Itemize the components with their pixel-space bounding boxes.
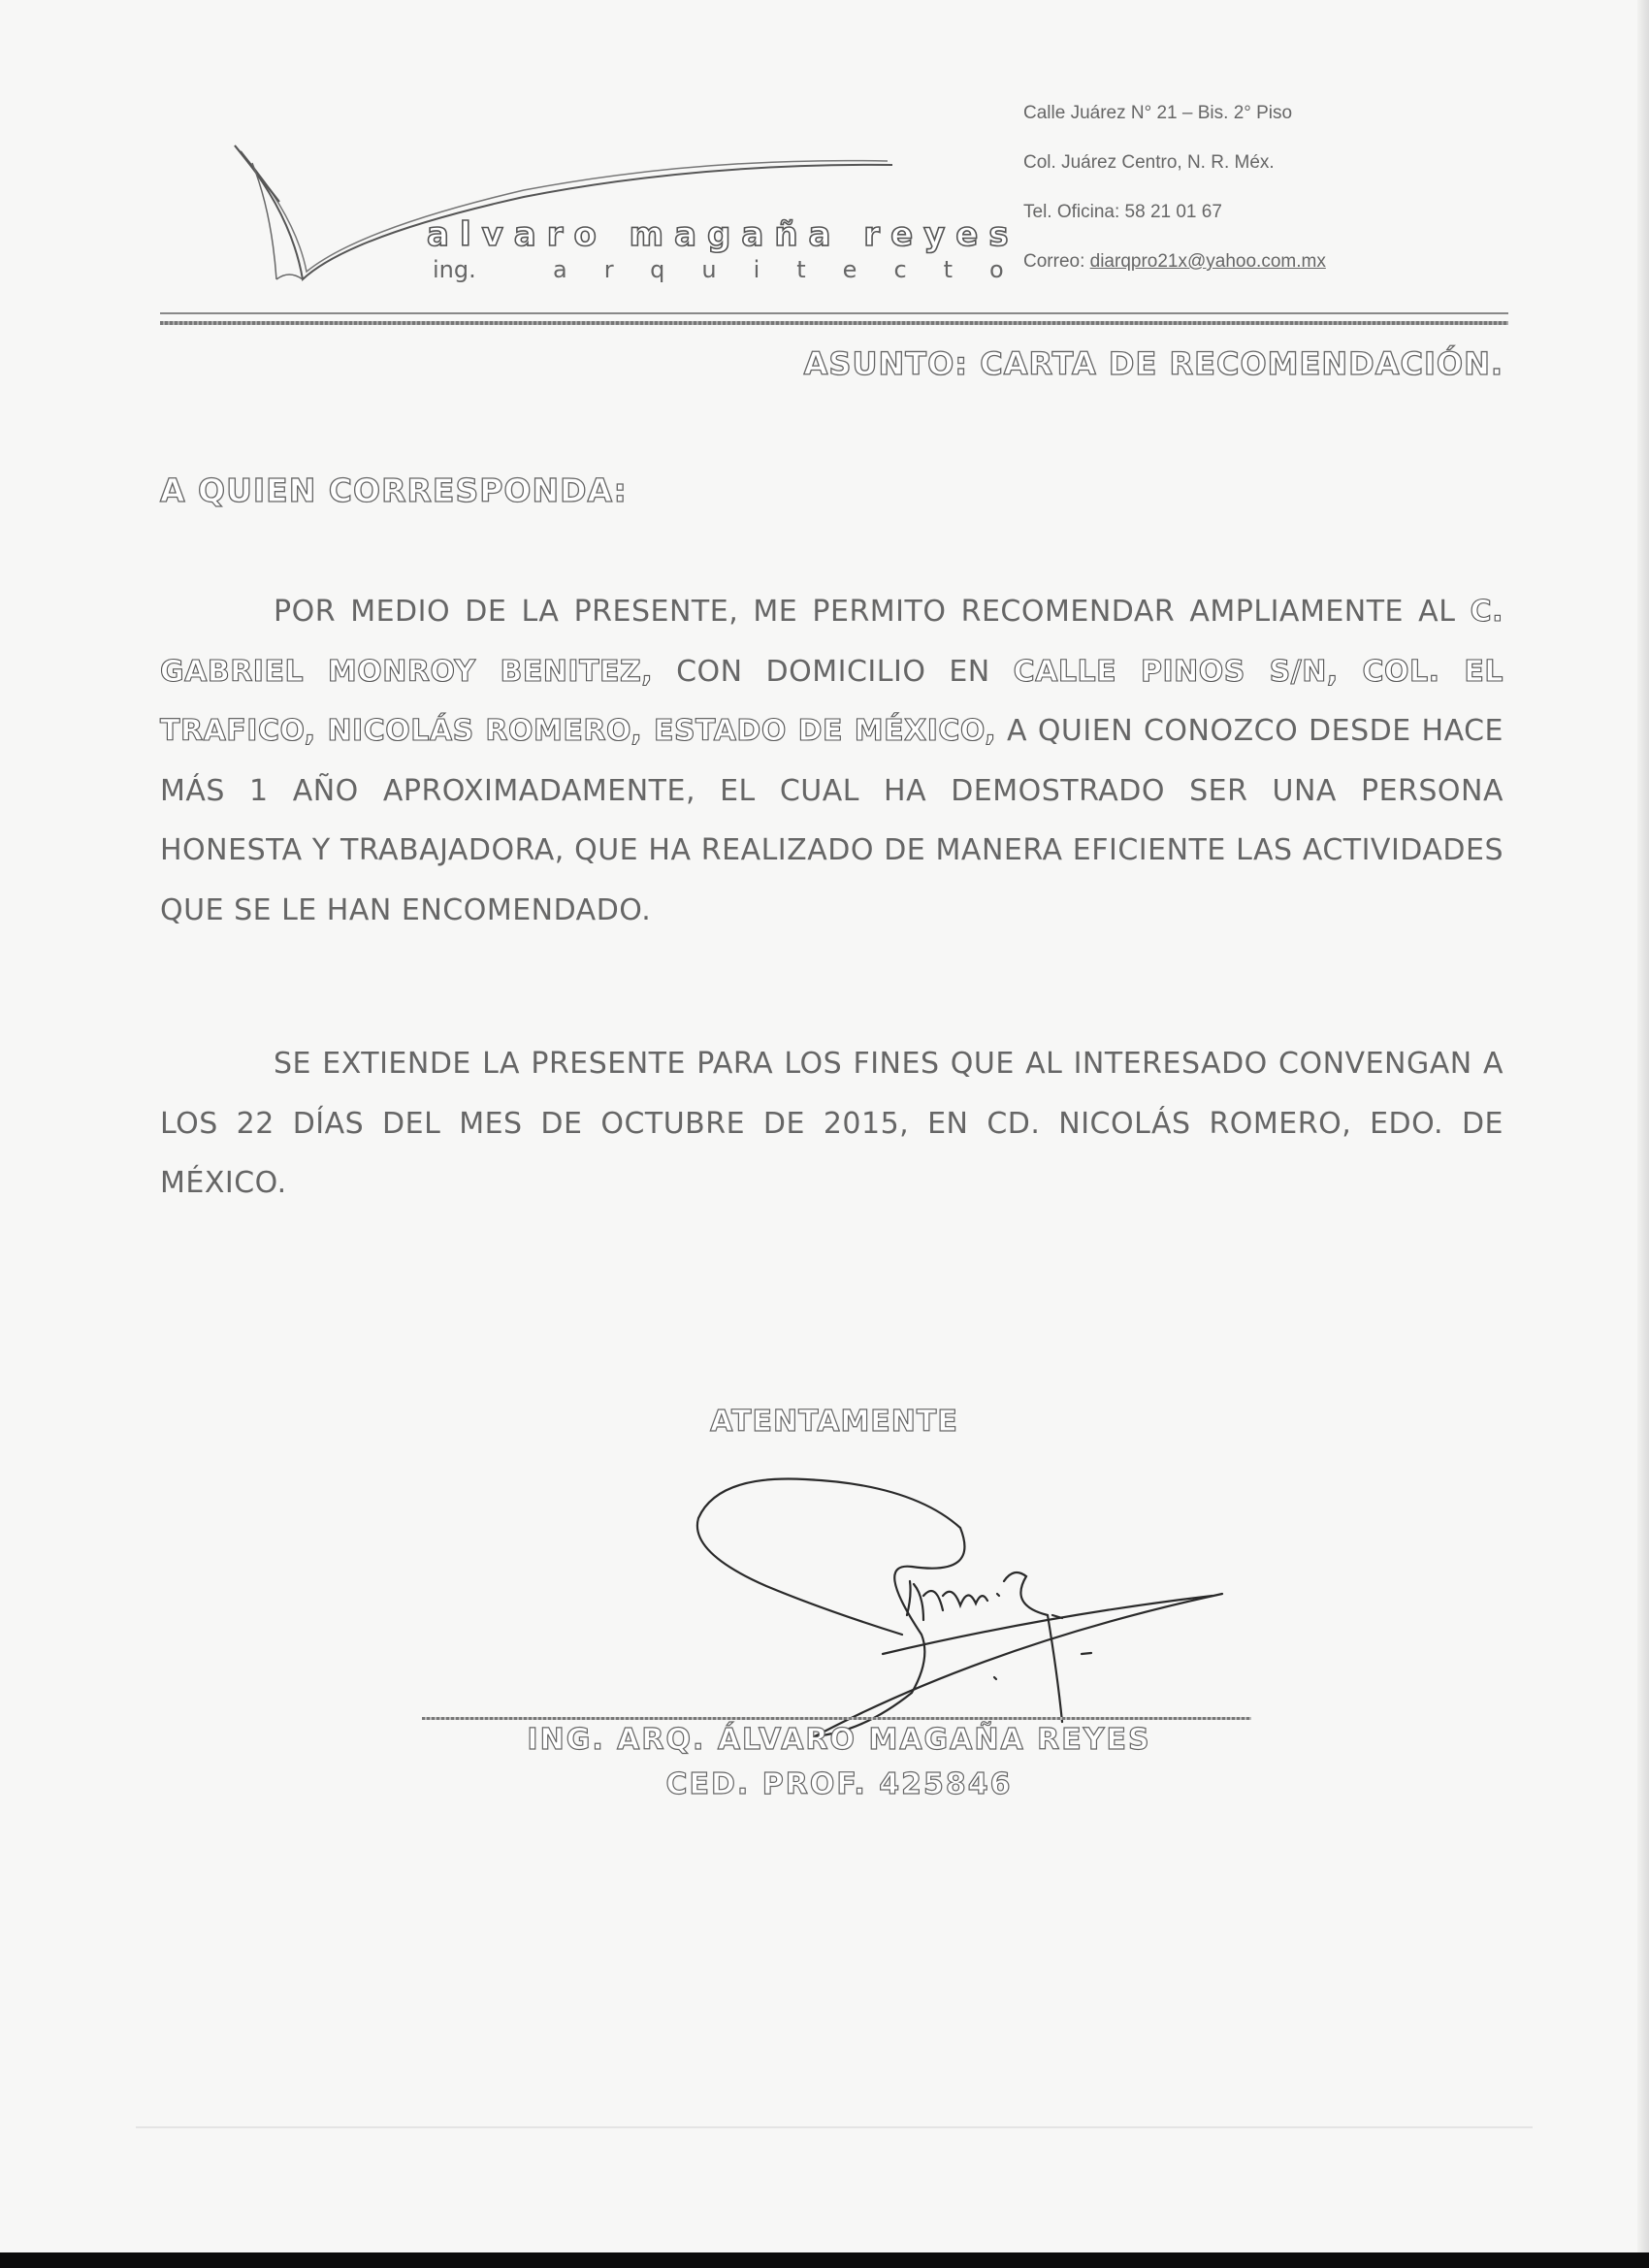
paragraph-text: POR MEDIO DE LA PRESENTE, ME PERMITO RECOMENDAR AMPLIAMENTE AL: [274, 595, 1471, 629]
signer-name: ING. ARQ. ÁLVARO MAGAÑA REYES: [527, 1723, 1151, 1757]
address-line-2: Col. Juárez Centro, N. R. Méx.: [1023, 152, 1275, 173]
subject-line: ASUNTO: CARTA DE RECOMENDACIÓN.: [803, 345, 1504, 382]
recommended-person-address: CALLE PINOS S/N, COL. EL TRAFICO, NICOLÁS ROMERO, ESTADO DE MÉXICO,: [160, 654, 1504, 748]
header-divider-double: [160, 321, 1508, 325]
closing: ATENTAMENTE: [710, 1405, 958, 1439]
paragraph-text: CON DOMICILIO EN: [653, 654, 1014, 689]
signature-line: [422, 1717, 1251, 1720]
office-phone: Tel. Oficina: 58 21 01 67: [1023, 202, 1222, 222]
body-paragraph-2: SE EXTIENDE LA PRESENTE PARA LOS FINES QUE AL INTERESADO CONVENGAN A LOS 22 DÍAS DEL MES DE OCTUBRE DE 2015, EN CD. NICOLÁS ROMERO, EDO. DE MÉXICO.: [160, 1047, 1504, 1200]
paragraph-text: A QUIEN CONOZCO DESDE HACE MÁS 1 AÑO APROXIMADAMENTE, EL CUAL HA DEMOSTRADO SER UNA PERSONA HONESTA Y TRABAJADORA, QUE HA REALIZADO DE MANERA EFICIENTE LAS ACTIVIDADES QUE SE LE HAN ENCOMENDADO.: [160, 714, 1504, 927]
logo-name: alvaro magaña reyes: [427, 215, 1019, 254]
email-label: Correo:: [1023, 251, 1090, 272]
logo-profession: arquitecto: [553, 256, 1041, 283]
logo-title-prefix: ing.: [433, 256, 476, 283]
signer-license: CED. PROF. 425846: [665, 1767, 1013, 1801]
email-link[interactable]: diarqpro21x@yahoo.com.mx: [1089, 251, 1326, 272]
address-line-1: Calle Juárez N° 21 – Bis. 2° Piso: [1023, 103, 1293, 123]
page-fold: [136, 2126, 1533, 2128]
body-paragraph-1: [160, 582, 1504, 940]
contact-block: [1023, 101, 1326, 299]
scan-edge-bottom: [0, 2252, 1649, 2268]
header-divider: [160, 312, 1508, 314]
recommended-person-name: C. GABRIEL MONROY BENITEZ,: [160, 595, 1504, 689]
scan-edge-right: [1637, 0, 1649, 2252]
salutation: A QUIEN CORRESPONDA:: [160, 471, 628, 509]
email-line: [1023, 249, 1326, 299]
